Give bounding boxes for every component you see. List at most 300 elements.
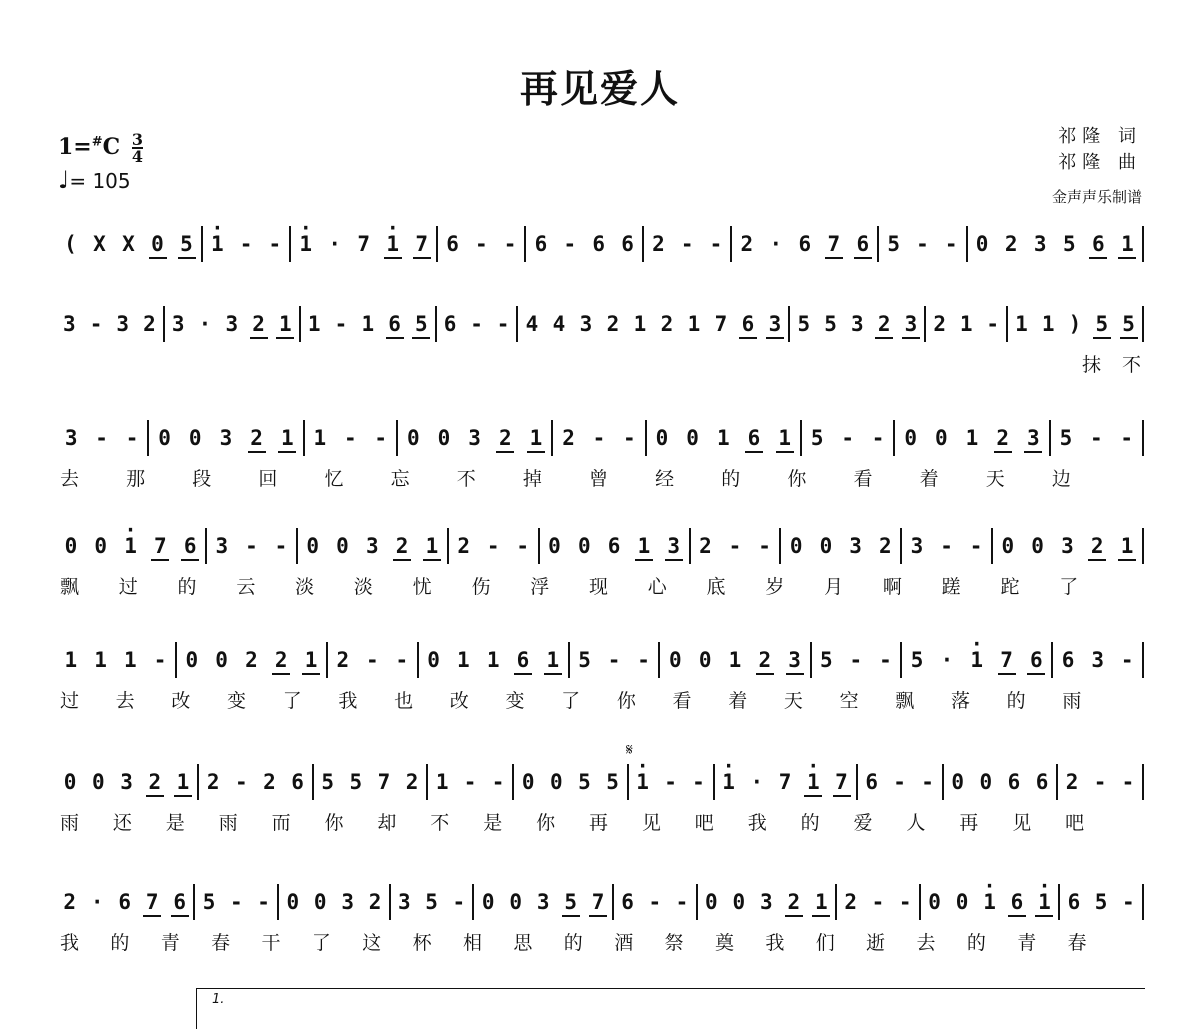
lyric-char: 也 <box>394 690 414 712</box>
note: 6 <box>1061 648 1075 672</box>
measure <box>781 528 902 564</box>
note: 0 <box>789 534 803 558</box>
note: 6 <box>798 232 812 256</box>
note: - <box>940 534 953 558</box>
note: - <box>623 426 636 450</box>
notation-system <box>56 642 1146 678</box>
note: - <box>125 426 139 450</box>
note: 1 <box>279 312 292 336</box>
note: · 1 <box>722 770 736 794</box>
note: 0 <box>64 534 78 558</box>
note: - <box>637 648 650 672</box>
note: · <box>328 232 342 256</box>
lyric-char: 段 <box>192 468 212 490</box>
note: 1 <box>716 426 730 450</box>
note: - <box>153 648 167 672</box>
note: 0 <box>669 648 682 672</box>
note: - <box>728 534 742 558</box>
note: 0 <box>819 534 833 558</box>
note: 7 <box>357 232 371 256</box>
note: 1 <box>546 648 560 672</box>
note: 1 <box>307 312 321 336</box>
note: 0 <box>286 890 300 914</box>
lyric-char: 飘 <box>895 690 915 712</box>
note: - <box>648 890 662 914</box>
measure <box>56 528 207 564</box>
note: - <box>496 312 510 336</box>
note: - <box>245 534 258 558</box>
note: 0 <box>336 534 349 558</box>
lyric-char: 你 <box>324 812 344 834</box>
note: - <box>898 890 912 914</box>
note: 0 <box>188 426 202 450</box>
lyric-char: 人 <box>906 812 926 834</box>
note: 0 <box>904 426 917 450</box>
note: 0 <box>509 890 522 914</box>
note: 0 <box>151 232 164 256</box>
lyric-char: 改 <box>449 690 469 712</box>
measure <box>195 884 279 920</box>
note: - <box>470 312 483 336</box>
note: 1 <box>1015 312 1028 336</box>
lyric-char: 杯 <box>412 932 432 954</box>
note: - <box>268 232 282 256</box>
note: 0 <box>577 534 591 558</box>
lyric-char: 岁 <box>765 576 785 598</box>
lyric-char: 淡 <box>353 576 373 598</box>
lyric-char: 的 <box>563 932 583 954</box>
note: - <box>1120 648 1134 672</box>
note: 0 <box>306 534 319 558</box>
note: 7 <box>145 890 159 914</box>
lyric-char: 底 <box>706 576 726 598</box>
note: · <box>198 312 212 336</box>
note: · <box>769 232 783 256</box>
measure <box>177 642 328 678</box>
note: - <box>274 534 288 558</box>
composer-credit: 祁隆 曲 <box>1058 152 1142 173</box>
lyric-char: 去 <box>916 932 936 954</box>
note: - <box>893 770 906 794</box>
lyric-char: 着 <box>728 690 748 712</box>
measure <box>56 764 199 800</box>
note: 6 <box>388 312 401 336</box>
note: - <box>1122 890 1135 914</box>
note: - <box>986 312 1000 336</box>
note: 7 <box>1000 648 1013 672</box>
meter-bottom: 4 <box>131 147 143 166</box>
measure <box>526 226 644 262</box>
measure <box>428 764 514 800</box>
lyric-char: 去 <box>115 690 135 712</box>
note: 3 <box>219 426 233 450</box>
lyric-char: 经 <box>655 468 675 490</box>
notation-system <box>56 306 1146 342</box>
lyric-char: 蹉 <box>941 576 961 598</box>
note: - <box>944 232 958 256</box>
measure <box>732 226 879 262</box>
note: 2 <box>336 648 350 672</box>
lyric-char: 吧 <box>694 812 714 834</box>
note: 1 <box>1120 534 1134 558</box>
note: 0 <box>94 534 108 558</box>
meter-top: 3 <box>131 130 143 149</box>
lyric-char: 见 <box>641 812 661 834</box>
lyric-char: 爱 <box>853 812 873 834</box>
note: 7 <box>827 232 841 256</box>
note: 5 <box>349 770 363 794</box>
lyric-char: 祭 <box>664 932 684 954</box>
note: 0 <box>427 648 440 672</box>
note: - <box>871 890 885 914</box>
note: 0 <box>549 770 563 794</box>
lyric-char: 看 <box>853 468 873 490</box>
measure <box>1060 884 1144 920</box>
note: - <box>675 890 689 914</box>
note: 5 <box>1095 312 1109 336</box>
note: 3 <box>667 534 681 558</box>
note: - <box>229 890 243 914</box>
note: 3 <box>849 534 862 558</box>
note: 1 <box>778 426 791 450</box>
note: 2 <box>562 426 575 450</box>
note: 1 <box>959 312 973 336</box>
note: 6 <box>621 232 634 256</box>
note: - <box>463 770 477 794</box>
lyric-char: 心 <box>647 576 667 598</box>
note: 6 <box>443 312 457 336</box>
lyric-char: 伤 <box>471 576 491 598</box>
note: 2 <box>844 890 858 914</box>
measure <box>902 528 993 564</box>
lyric-char: 吧 <box>1065 812 1085 834</box>
note: 5 <box>578 648 591 672</box>
lyric-char: 干 <box>261 932 281 954</box>
note: 4 <box>525 312 539 336</box>
lyric-char: 雨 <box>60 812 80 834</box>
note: 3 <box>171 312 185 336</box>
lyric-char: 而 <box>271 812 291 834</box>
measure <box>314 764 429 800</box>
lyric-char: 我 <box>60 932 80 954</box>
lyric-char: 我 <box>338 690 358 712</box>
note: - <box>486 534 500 558</box>
note: 3 <box>225 312 239 336</box>
lyric-char: 奠 <box>714 932 734 954</box>
note: - <box>916 232 929 256</box>
note: - <box>503 232 517 256</box>
note: 5 <box>578 770 591 794</box>
note: ) <box>1068 312 1082 336</box>
note: 5 <box>202 890 216 914</box>
note: 2 <box>879 534 892 558</box>
note: 5 <box>910 648 924 672</box>
lyric-char: 跎 <box>1000 576 1020 598</box>
note: 0 <box>979 770 993 794</box>
note: 0 <box>63 770 77 794</box>
lyric-char: 思 <box>513 932 533 954</box>
note: 7 <box>835 770 848 794</box>
note: 3 <box>116 312 130 336</box>
measure <box>895 420 1050 456</box>
measure <box>474 884 613 920</box>
lyric-char: 却 <box>377 812 397 834</box>
note: - <box>343 426 357 450</box>
note: - <box>849 648 863 672</box>
notation-system <box>56 884 1146 920</box>
note: 6 <box>1030 648 1043 672</box>
note: 5 <box>415 312 428 336</box>
time-signature <box>132 132 143 164</box>
note: 2 <box>245 648 258 672</box>
note: 6 <box>621 890 634 914</box>
lyric-char: 的 <box>110 932 130 954</box>
note: 2 <box>250 426 263 450</box>
note: - <box>758 534 771 558</box>
notation-system <box>56 420 1146 456</box>
note: 0 <box>934 426 948 450</box>
measure <box>993 528 1144 564</box>
note: 3 <box>579 312 593 336</box>
note: 1 <box>687 312 701 336</box>
note: 3 <box>910 534 924 558</box>
note: · 1 <box>636 770 650 794</box>
note: - <box>921 770 934 794</box>
lyric-char: 抹 <box>1082 354 1102 376</box>
lyric-char: 边 <box>1051 468 1071 490</box>
note: 5 <box>797 312 811 336</box>
note: 6 <box>1092 232 1105 256</box>
lyric-char: 不 <box>1122 354 1142 376</box>
measure <box>398 420 553 456</box>
measure <box>56 306 165 342</box>
note: 0 <box>1001 534 1015 558</box>
note: 2 <box>758 648 772 672</box>
note: 5 <box>824 312 837 336</box>
lyrics-line <box>56 350 1146 376</box>
note: 3 <box>1091 648 1104 672</box>
lyric-char: 我 <box>747 812 767 834</box>
note: 1 <box>361 312 375 336</box>
measure <box>279 884 391 920</box>
lyric-char: 忧 <box>412 576 432 598</box>
lyrics-line <box>56 686 1146 712</box>
measure <box>56 420 149 456</box>
note: 1 <box>304 648 318 672</box>
measure <box>56 226 203 262</box>
volta-label: 1. <box>212 992 225 1007</box>
note: 1 <box>486 648 500 672</box>
lyric-char: 落 <box>950 690 970 712</box>
lyric-char: 青 <box>1017 932 1037 954</box>
measure <box>291 226 438 262</box>
lyric-char: 是 <box>483 812 503 834</box>
note: 3 <box>468 426 481 450</box>
note: 0 <box>158 426 171 450</box>
lyric-char: 雨 <box>1062 690 1082 712</box>
note: 6 <box>183 534 197 558</box>
note: 2 <box>143 312 156 336</box>
lyric-char: 过 <box>118 576 138 598</box>
note: 6 <box>1035 770 1049 794</box>
measure <box>879 226 967 262</box>
note: 5 <box>1122 312 1135 336</box>
note: 7 <box>377 770 391 794</box>
measure <box>149 420 304 456</box>
lyric-char: 了 <box>311 932 331 954</box>
key-tonic: C <box>102 134 121 160</box>
note: 2 <box>263 770 276 794</box>
note: 1 <box>313 426 327 450</box>
note: - <box>257 890 270 914</box>
note: 3 <box>120 770 133 794</box>
note: 3 <box>64 426 78 450</box>
measure <box>1058 764 1144 800</box>
note: - <box>841 426 854 450</box>
note: 7 <box>154 534 167 558</box>
note: 5 <box>810 426 824 450</box>
measure <box>328 642 419 678</box>
note: - <box>563 232 577 256</box>
lyric-char: 的 <box>721 468 741 490</box>
lyric-char: 空 <box>839 690 859 712</box>
note: - <box>692 770 705 794</box>
measure <box>858 764 944 800</box>
measure <box>391 884 475 920</box>
note: 6 <box>446 232 459 256</box>
note: - <box>516 534 530 558</box>
note: 3 <box>365 534 379 558</box>
note: 1 <box>1041 312 1055 336</box>
lyric-char: 淡 <box>295 576 315 598</box>
measure <box>715 764 858 800</box>
measure <box>298 528 449 564</box>
note: 0 <box>955 890 969 914</box>
note: 5 <box>887 232 901 256</box>
note: - <box>235 770 248 794</box>
note: 2 <box>606 312 620 336</box>
note: 0 <box>1031 534 1044 558</box>
note: - <box>365 648 379 672</box>
score-maker: 金声声乐制谱 <box>1051 188 1142 206</box>
lyric-char: 过 <box>60 690 80 712</box>
lyric-char: 春 <box>211 932 231 954</box>
note: - <box>592 426 606 450</box>
lyric-char: 那 <box>126 468 146 490</box>
measure <box>614 884 698 920</box>
lyrics-line <box>56 464 1146 490</box>
note: 0 <box>313 890 327 914</box>
note: 1 <box>965 426 979 450</box>
note: 3 <box>536 890 550 914</box>
lyric-char: 相 <box>463 932 483 954</box>
note: 2 <box>1090 534 1104 558</box>
measure <box>540 528 691 564</box>
measure <box>301 306 437 342</box>
note: 2 <box>206 770 220 794</box>
measure <box>802 420 895 456</box>
note: 5 <box>564 890 577 914</box>
lyric-char: 现 <box>589 576 609 598</box>
lyric-char: 们 <box>815 932 835 954</box>
measure <box>207 528 298 564</box>
note: 3 <box>63 312 76 336</box>
lyric-char: 曾 <box>589 468 609 490</box>
note: 3 <box>768 312 782 336</box>
measure <box>438 226 526 262</box>
measure <box>419 642 570 678</box>
key-signature <box>58 132 143 164</box>
note: 2 <box>252 312 265 336</box>
note: 2 <box>933 312 946 336</box>
note: 3 <box>215 534 229 558</box>
note: 2 <box>787 890 801 914</box>
measure <box>926 306 1008 342</box>
note: 2 <box>740 232 754 256</box>
note: 6 <box>516 648 530 672</box>
note: 5 <box>606 770 619 794</box>
note: 0 <box>215 648 228 672</box>
lyric-char: 再 <box>959 812 979 834</box>
note: 6 <box>534 232 548 256</box>
lyric-char: 变 <box>227 690 247 712</box>
note: 2 <box>457 534 470 558</box>
lyric-char: 改 <box>171 690 191 712</box>
note: · <box>90 890 104 914</box>
note: 7 <box>714 312 728 336</box>
note: 3 <box>788 648 801 672</box>
note: · <box>750 770 764 794</box>
measure <box>449 528 540 564</box>
lyrics-line <box>56 928 1146 954</box>
note: 3 <box>1033 232 1047 256</box>
note: 6 <box>1010 890 1024 914</box>
note: 7 <box>415 232 429 256</box>
note: 2 <box>1065 770 1079 794</box>
lyric-char: 去 <box>60 468 80 490</box>
lyric-char: 你 <box>787 468 807 490</box>
measure <box>698 884 837 920</box>
note: 2 <box>660 312 674 336</box>
tempo-value: = 105 <box>69 169 131 193</box>
note: 0 <box>928 890 941 914</box>
note: 6 <box>865 770 878 794</box>
note: - <box>709 232 723 256</box>
note: 1 <box>814 890 828 914</box>
note: 2 <box>996 426 1009 450</box>
note: 5 <box>180 232 193 256</box>
note: 0 <box>406 426 420 450</box>
notation-system <box>56 226 1146 262</box>
note: 3 <box>1061 534 1074 558</box>
lyric-char: 云 <box>236 576 256 598</box>
measure <box>518 306 790 342</box>
measure <box>944 764 1059 800</box>
measure <box>691 528 782 564</box>
lyric-char: 逝 <box>866 932 886 954</box>
note: - <box>871 426 885 450</box>
lyrics-line <box>56 572 1146 598</box>
measure <box>56 642 177 678</box>
note: 5 <box>425 890 438 914</box>
note: 2 <box>699 534 712 558</box>
measure <box>1053 642 1144 678</box>
note: 2 <box>405 770 419 794</box>
measure <box>837 884 921 920</box>
note: 7 <box>778 770 792 794</box>
note: 0 <box>185 648 199 672</box>
note: · 1 <box>124 534 138 558</box>
